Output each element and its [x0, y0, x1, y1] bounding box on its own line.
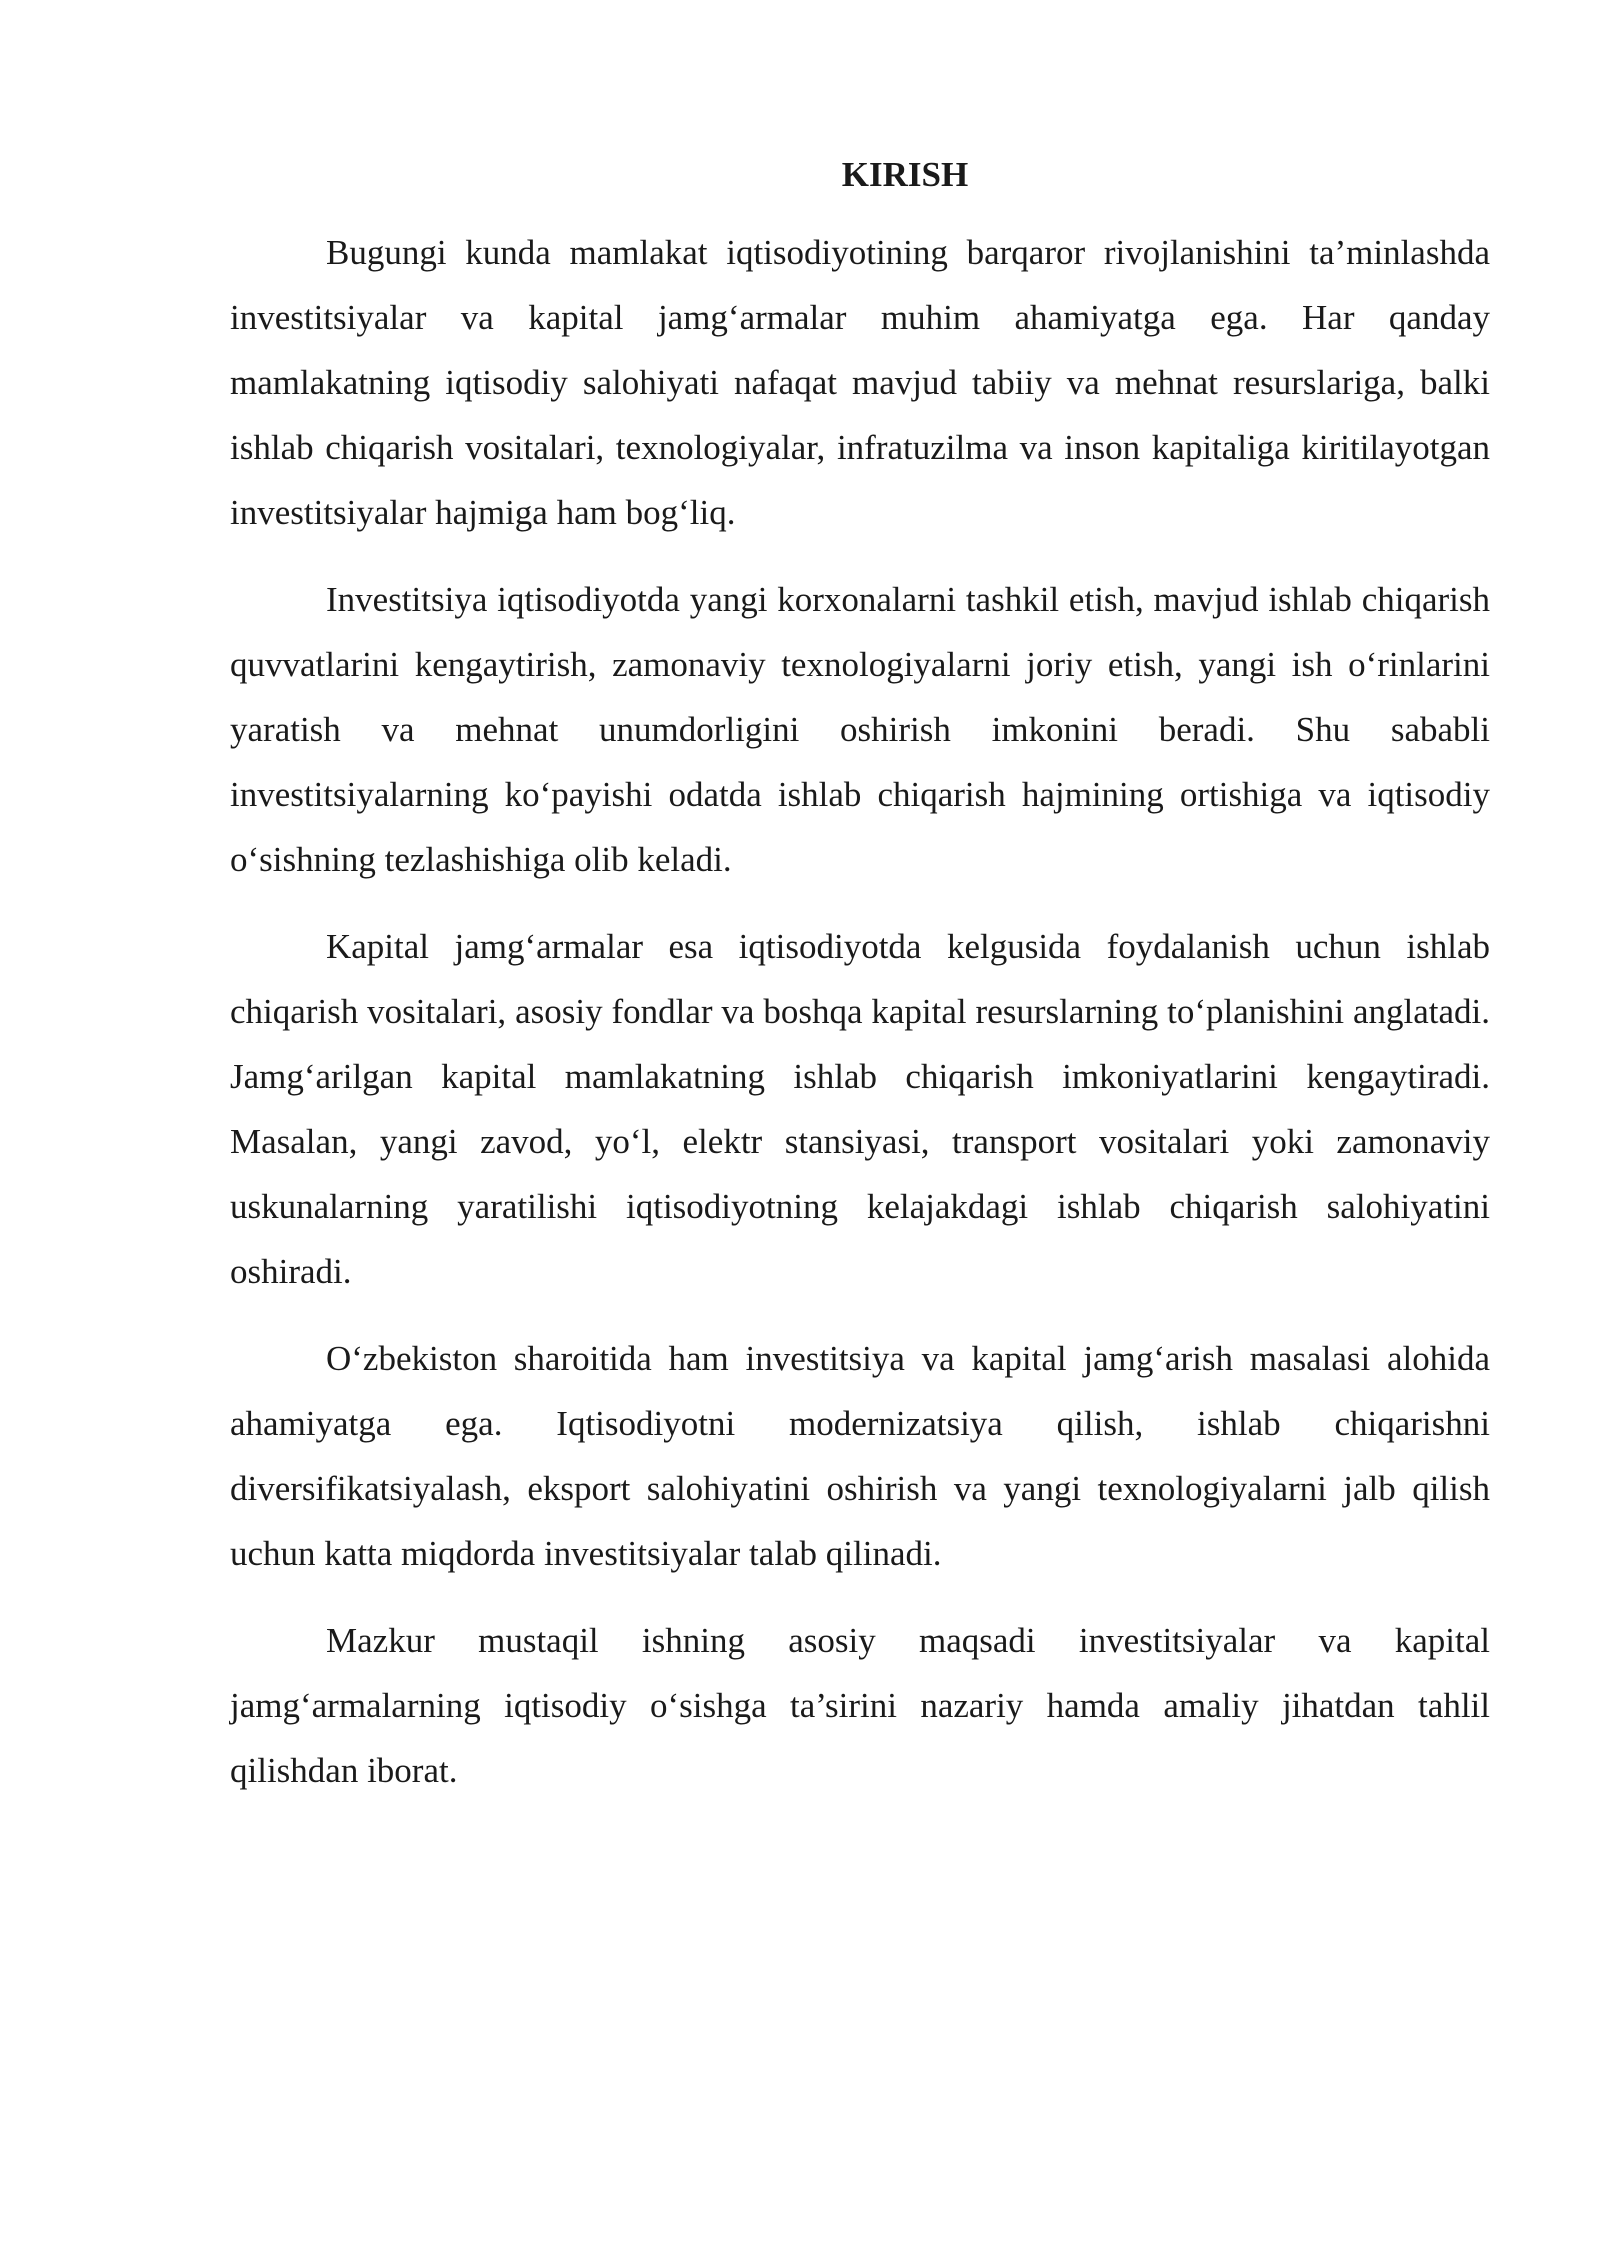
page-title: KIRISH: [841, 155, 969, 194]
paragraph-2: Investitsiya iqtisodiyotda yangi korxonalarni tashkil etish, mavjud ishlab chiqarish quvvatlarini kengaytirish, zamonaviy texnologiyalarni joriy etish, yangi ish o‘rinlarini yaratish va mehnat unumdorligini oshirish imkonini beradi. Shu sababli investitsiyalarning ko‘payishi odatda ishlab chiqarish hajmining ortishiga va iqtisodiy o‘sishning tezlashishiga olib keladi.: [230, 580, 1490, 879]
paragraph-5: Mazkur mustaqil ishning asosiy maqsadi investitsiyalar va kapital jamg‘armalarning iqtisodiy o‘sishga ta’sirini nazariy hamda amaliy jihatdan tahlil qilishdan iborat.: [230, 1621, 1490, 1790]
document-body: [230, 150, 1490, 1825]
paragraph-4: O‘zbekiston sharoitida ham investitsiya va kapital jamg‘arish masalasi alohida ahamiyatga ega. Iqtisodiyotni modernizatsiya qilish, ishlab chiqarishni diversifikatsiyalash, eksport salohiyatini oshirish va yangi texnologiyalarni jalb qilish uchun katta miqdorda investitsiyalar talab qilinadi.: [230, 1339, 1490, 1573]
paragraph-1: Bugungi kunda mamlakat iqtisodiyotining barqaror rivojlanishini ta’minlashda investitsiyalar va kapital jamg‘armalar muhim ahamiyatga ega. Har qanday mamlakatning iqtisodiy salohiyati nafaqat mavjud tabiiy va mehnat resurslariga, balki ishlab chiqarish vositalari, texnologiyalar, infratuzilma va inson kapitaliga kiritilayotgan investitsiyalar hajmiga ham bog‘liq.: [230, 233, 1490, 532]
paragraph-3: Kapital jamg‘armalar esa iqtisodiyotda kelgusida foydalanish uchun ishlab chiqarish vositalari, asosiy fondlar va boshqa kapital resurslarning to‘planishini anglatadi. Jamg‘arilgan kapital mamlakatning ishlab chiqarish imkoniyatlarini kengaytiradi. Masalan, yangi zavod, yo‘l, elektr stansiyasi, transport vositalari yoki zamonaviy uskunalarning yaratilishi iqtisodiyotning kelajakdagi ishlab chiqarish salohiyatini oshiradi.: [230, 927, 1490, 1291]
